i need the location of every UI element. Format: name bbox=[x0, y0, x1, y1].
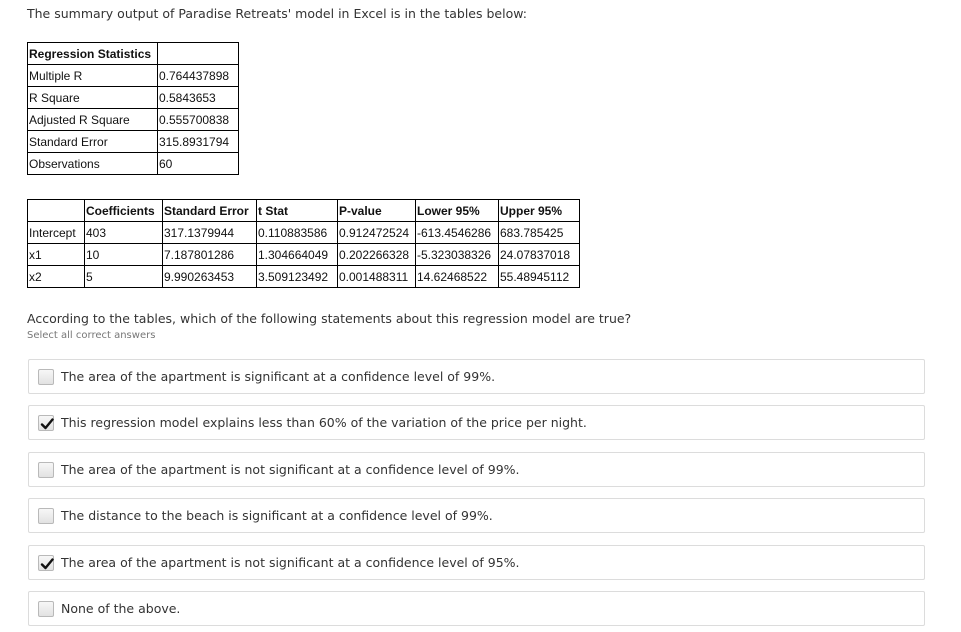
question-hint: Select all correct answers bbox=[27, 330, 156, 341]
stat-value: 0.555700838 bbox=[158, 109, 239, 131]
answer-option-6[interactable] bbox=[28, 591, 925, 626]
header-cell: Lower 95% bbox=[416, 200, 499, 222]
table-cell: 24.07837018 bbox=[499, 244, 580, 266]
table-cell: 7.187801286 bbox=[163, 244, 257, 266]
table-cell: 317.1379944 bbox=[163, 222, 257, 244]
question-prompt: According to the tables, which of the following statements about this regression model are true? bbox=[27, 311, 632, 326]
check-icon bbox=[40, 417, 54, 431]
stat-label: Observations bbox=[28, 153, 158, 175]
table-cell: 683.785425 bbox=[499, 222, 580, 244]
answer-option-4[interactable] bbox=[28, 498, 925, 533]
stat-label: R Square bbox=[28, 87, 158, 109]
table-cell: 0.110883586 bbox=[257, 222, 338, 244]
answer-label: None of the above. bbox=[61, 601, 181, 616]
table-row bbox=[28, 222, 580, 244]
answer-option-2[interactable] bbox=[28, 405, 925, 440]
table-cell: 1.304664049 bbox=[257, 244, 338, 266]
answer-checkbox[interactable] bbox=[38, 601, 54, 617]
table-row bbox=[28, 244, 580, 266]
regression-statistics-table bbox=[27, 42, 239, 175]
intro-text: The summary output of Paradise Retreats' model in Excel is in the tables below: bbox=[27, 6, 527, 21]
header-cell: Coefficients bbox=[85, 200, 163, 222]
regression-statistics-header: Regression Statistics bbox=[28, 43, 158, 65]
check-icon bbox=[40, 557, 54, 571]
header-cell: Upper 95% bbox=[499, 200, 580, 222]
answer-checkbox[interactable] bbox=[38, 415, 54, 431]
stat-value: 0.764437898 bbox=[158, 65, 239, 87]
answer-checkbox[interactable] bbox=[38, 369, 54, 385]
stat-label: Standard Error bbox=[28, 131, 158, 153]
answer-option-1[interactable] bbox=[28, 359, 925, 394]
stat-value: 0.5843653 bbox=[158, 87, 239, 109]
table-cell: 0.001488311 bbox=[338, 266, 416, 288]
answer-checkbox[interactable] bbox=[38, 555, 54, 571]
answer-option-5[interactable] bbox=[28, 545, 925, 580]
table-row bbox=[28, 266, 580, 288]
table-cell bbox=[158, 43, 239, 65]
table-cell: x1 bbox=[28, 244, 85, 266]
answer-label: This regression model explains less than 60% of the variation of the price per night. bbox=[61, 415, 587, 430]
answer-label: The distance to the beach is significant at a confidence level of 99%. bbox=[61, 508, 493, 523]
answer-checkbox[interactable] bbox=[38, 508, 54, 524]
table-cell: Intercept bbox=[28, 222, 85, 244]
table-cell: 55.48945112 bbox=[499, 266, 580, 288]
answer-checkbox[interactable] bbox=[38, 462, 54, 478]
answer-option-3[interactable] bbox=[28, 452, 925, 487]
answer-label: The area of the apartment is significant at a confidence level of 99%. bbox=[61, 369, 496, 384]
table-cell: 403 bbox=[85, 222, 163, 244]
table-cell: 3.509123492 bbox=[257, 266, 338, 288]
answer-label: The area of the apartment is not significant at a confidence level of 95%. bbox=[61, 555, 520, 570]
header-cell bbox=[28, 200, 85, 222]
table-cell: 0.202266328 bbox=[338, 244, 416, 266]
stat-label: Adjusted R Square bbox=[28, 109, 158, 131]
answer-label: The area of the apartment is not significant at a confidence level of 99%. bbox=[61, 462, 520, 477]
stat-value: 315.8931794 bbox=[158, 131, 239, 153]
stat-label: Multiple R bbox=[28, 65, 158, 87]
table-cell: 10 bbox=[85, 244, 163, 266]
coefficients-table bbox=[27, 199, 580, 288]
table-cell: 0.912472524 bbox=[338, 222, 416, 244]
header-cell: Standard Error bbox=[163, 200, 257, 222]
header-cell: P-value bbox=[338, 200, 416, 222]
table-cell: x2 bbox=[28, 266, 85, 288]
table-cell: 5 bbox=[85, 266, 163, 288]
stat-value: 60 bbox=[158, 153, 239, 175]
table-cell: -613.4546286 bbox=[416, 222, 499, 244]
header-cell: t Stat bbox=[257, 200, 338, 222]
table-cell: 9.990263453 bbox=[163, 266, 257, 288]
table-cell: 14.62468522 bbox=[416, 266, 499, 288]
table-cell: -5.323038326 bbox=[416, 244, 499, 266]
